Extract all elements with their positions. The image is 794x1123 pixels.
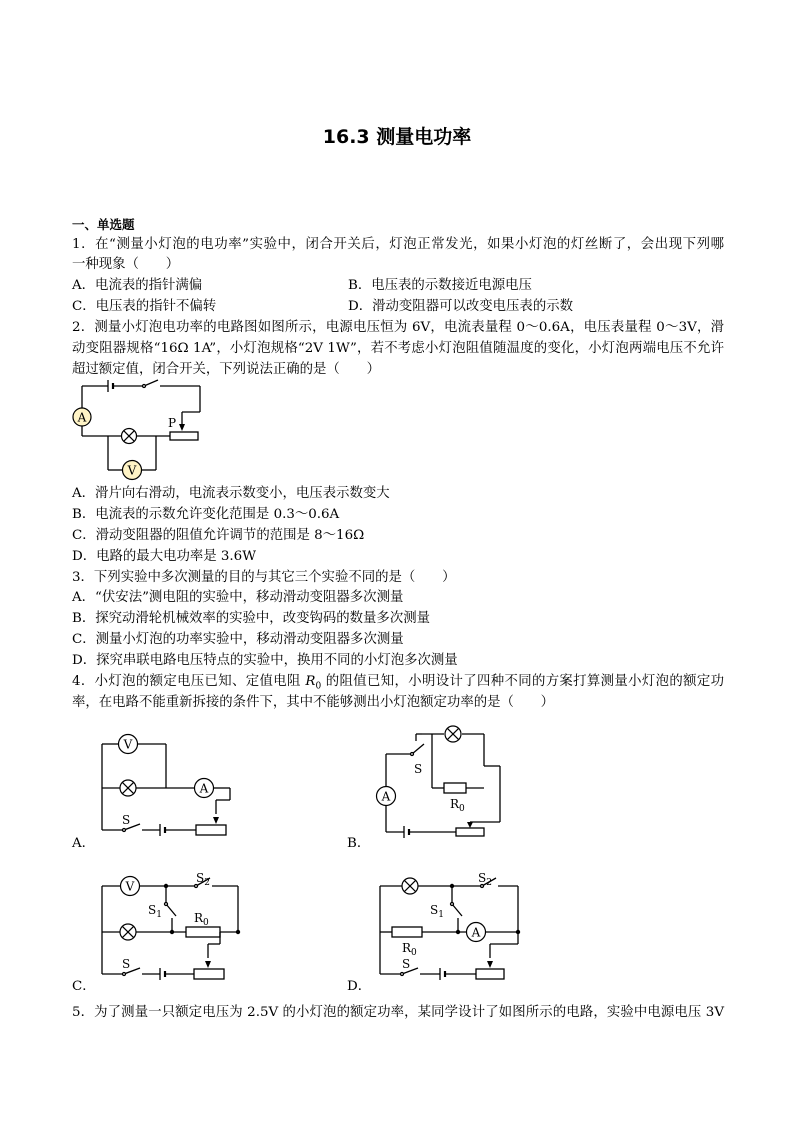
- q4-option-d[interactable]: D．: [347, 979, 372, 994]
- q2-option-a[interactable]: A．滑片向右滑动，电流表示数变小，电压表示数变大: [72, 486, 390, 501]
- page-title: 16.3 测量电功率: [322, 126, 472, 148]
- q3-option-a[interactable]: A．“伏安法”测电阻的实验中，移动滑动变阻器多次测量: [72, 590, 404, 605]
- q4d-resistor-label: $R_0$: [402, 941, 417, 958]
- q3-option-c[interactable]: C．测量小灯泡的功率实验中，移动滑动变阻器多次测量: [72, 632, 404, 647]
- q2-stem-line2: 动变阻器规格“16Ω 1A”，小灯泡规格“2V 1W”，若不考虑小灯泡阻值随温度的变化，小灯泡两端电压不允许: [72, 341, 724, 356]
- q4c-switch-label: S: [122, 957, 131, 971]
- q4-stem-line1: 4．小灯泡的额定电压已知、定值电阻 $R_0$ 的阻值已知，小明设计了四种不同的方案打算测量小灯泡的额定功: [72, 674, 724, 692]
- q2-option-b[interactable]: B．电流表的示数允许变化范围是 0.3～0.6A: [72, 507, 340, 522]
- q3-option-b[interactable]: B．探究动滑轮机械效率的实验中，改变钩码的数量多次测量: [72, 611, 430, 626]
- q4-circuit-c: [96, 871, 246, 984]
- q2-voltmeter-label: V: [127, 463, 137, 478]
- q5-stem-line1: 5．为了测量一只额定电压为 2.5V 的小灯泡的额定功率，某同学设计了如图所示的电路，实验中电源电压 3V: [72, 1005, 724, 1020]
- q2-option-d[interactable]: D．电路的最大电功率是 3.6W: [72, 549, 256, 564]
- q2-ammeter-label: A: [77, 410, 87, 425]
- q1-option-c[interactable]: C．电压表的指针不偏转: [72, 299, 217, 314]
- q4b-switch-label: S: [414, 762, 423, 776]
- q4a-ammeter-label: A: [199, 781, 209, 796]
- q2-circuit-diagram: [72, 380, 212, 480]
- q1-option-d[interactable]: D．滑动变阻器可以改变电压表的示数: [348, 299, 573, 314]
- q4-circuit-d: [374, 871, 524, 984]
- q4a-switch-label: S: [122, 813, 131, 827]
- q4c-s2-label: $S_2$: [196, 871, 210, 888]
- q4-option-c[interactable]: C．: [72, 979, 96, 994]
- q1-option-b[interactable]: B．电压表的示数接近电源电压: [348, 278, 532, 293]
- section-heading: 一、单选题: [72, 217, 135, 232]
- q1-stem-line1: 1．在“测量小灯泡的电功率”实验中，闭合开关后，灯泡正常发光，如果小灯泡的灯丝断了，会出现下列哪: [72, 237, 724, 252]
- q4-stem-line2: 率，在电路不能重新拆接的条件下，其中不能够测出小灯泡额定功率的是（ ）: [72, 695, 555, 710]
- q4c-voltmeter-label: V: [125, 879, 135, 894]
- q4-option-b[interactable]: B．: [347, 836, 371, 851]
- q1-options-row2: [72, 297, 724, 317]
- q2-stem-line3: 超过额定值，闭合开关，下列说法正确的是（ ）: [72, 362, 380, 377]
- q1-option-a[interactable]: A．电流表的指针满偏: [72, 278, 203, 293]
- q3-stem: 3．下列实验中多次测量的目的与其它三个实验不同的是（ ）: [72, 570, 456, 585]
- q4d-ammeter-label: A: [471, 925, 481, 940]
- q4c-resistor-label: $R_0$: [194, 911, 209, 928]
- q2-option-c[interactable]: C．滑动变阻器的阻值允许调节的范围是 8～16Ω: [72, 528, 365, 543]
- q2-stem-line1: 2．测量小灯泡电功率的电路图如图所示，电源电压恒为 6V，电流表量程 0～0.6A，电压表量程 0～3V，滑: [72, 320, 724, 335]
- q1-options-row1: [72, 276, 724, 296]
- q4-circuit-b: [374, 726, 524, 836]
- q4-option-a[interactable]: A．: [72, 836, 96, 851]
- q1-stem-line2: 一种现象（ ）: [72, 257, 180, 272]
- q4d-s2-label: $S_2$: [478, 871, 492, 888]
- q4-circuit-a: [96, 734, 236, 834]
- q2-slider-label: P: [168, 416, 177, 430]
- q4b-ammeter-label: A: [381, 789, 391, 804]
- q3-option-d[interactable]: D．探究串联电路电压特点的实验中，换用不同的小灯泡多次测量: [72, 653, 458, 668]
- q4c-s1-label: $S_1$: [148, 903, 162, 920]
- q4d-switch-label: S: [402, 957, 411, 971]
- q4b-resistor-label: $R_0$: [450, 797, 465, 814]
- q4d-s1-label: $S_1$: [430, 903, 444, 920]
- q4a-voltmeter-label: V: [123, 737, 133, 752]
